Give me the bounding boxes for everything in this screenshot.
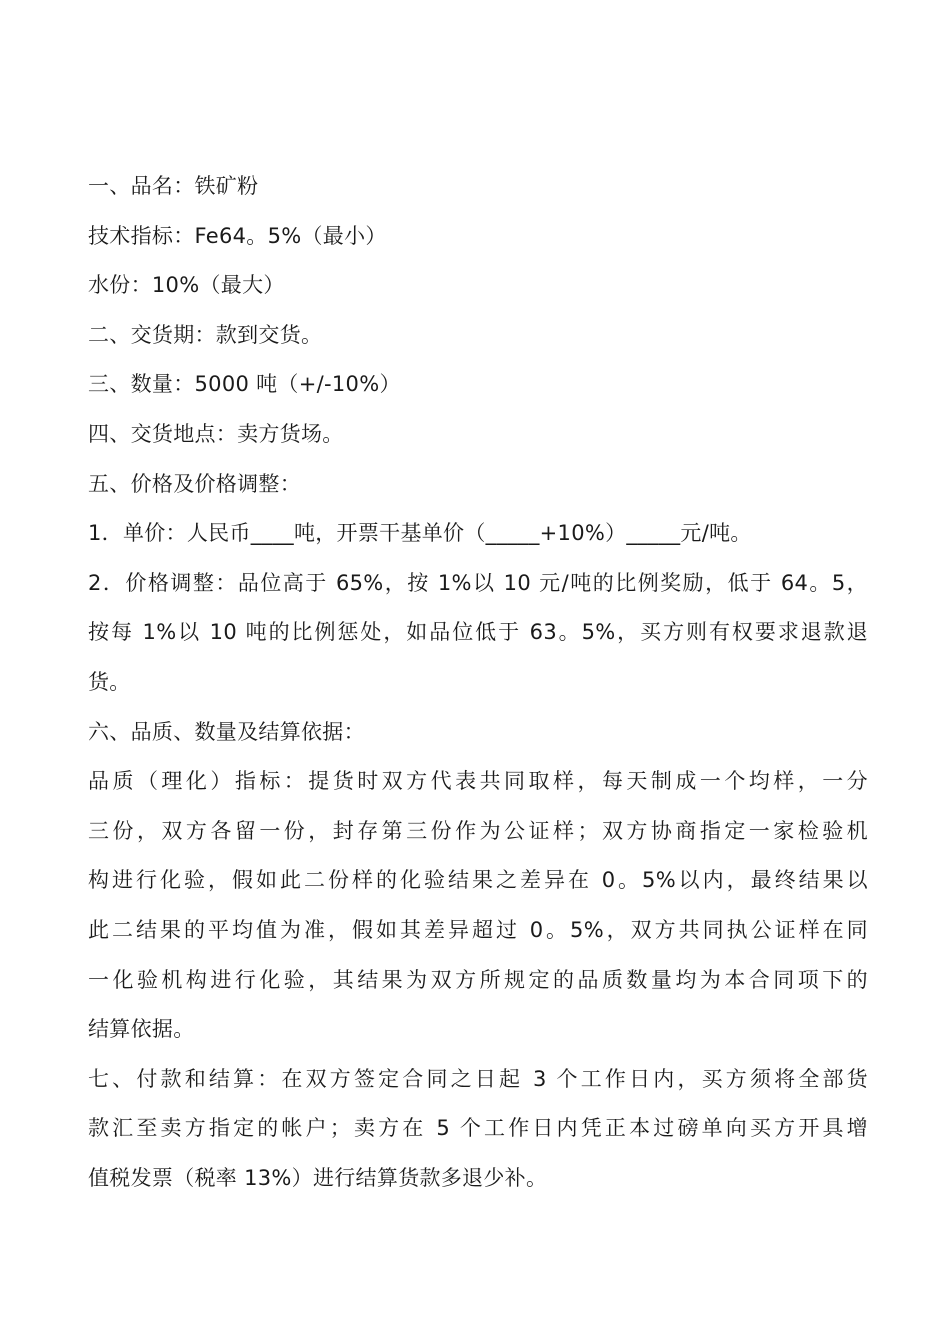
text-line-quality-3: 构进行化验，假如此二份样的化验结果之差异在 0。5%以内，最终结果以: [88, 868, 868, 893]
text-line-product-name: 一、品名：铁矿粉: [88, 174, 259, 198]
text-line-quality-6: 结算依据。: [88, 1017, 195, 1042]
text-line-quality-4: 此二结果的平均值为准，假如其差异超过 0。5%，双方共同执公证样在同: [88, 917, 868, 942]
text-line-price-adjustment: 2．价格调整：品位高于 65%，按 1%以 10 元/吨的比例奖励，低于 64。5，: [88, 570, 868, 595]
text-line-price-adjustment-end: 货。: [88, 669, 131, 694]
text-line-price-heading: 五、价格及价格调整：: [88, 471, 301, 496]
text-line-quality-2: 三份，双方各留一份，封存第三份作为公证样；双方协商指定一家检验机: [88, 818, 868, 843]
text-line-payment-2: 款汇至卖方指定的帐户；卖方在 5 个工作日内凭正本过磅单向买方开具增: [88, 1116, 868, 1141]
text-line-quantity: 三、数量：5000 吨（+/-10%）: [88, 372, 401, 397]
contract-body: [88, 162, 868, 1203]
text-line-quality-1: 品质（理化）指标：提货时双方代表共同取样，每天制成一个均样，一分: [88, 769, 868, 794]
text-line-quality-heading: 六、品质、数量及结算依据：: [88, 719, 365, 744]
text-line-delivery-location: 四、交货地点：卖方货场。: [88, 421, 344, 446]
text-line-technical-spec: 技术指标：Fe64。5%（最小）: [88, 223, 387, 248]
text-line-price-adjustment-cont: 按每 1%以 10 吨的比例惩处，如品位低于 63。5%，买方则有权要求退款退: [88, 620, 868, 645]
text-line-unit-price: 1．单价：人民币____吨，开票干基单价（_____+10%）_____元/吨。: [88, 521, 752, 546]
text-line-quality-5: 一化验机构进行化验，其结果为双方所规定的品质数量均为本合同项下的: [88, 967, 868, 992]
text-line-delivery-period: 二、交货期：款到交货。: [88, 322, 323, 347]
text-line-payment-3: 值税发票（税率 13%）进行结算货款多退少补。: [88, 1165, 548, 1190]
text-line-payment-1: 七、付款和结算：在双方签定合同之日起 3 个工作日内，买方须将全部货: [88, 1066, 868, 1091]
text-line-moisture: 水份：10%（最大）: [88, 273, 285, 298]
